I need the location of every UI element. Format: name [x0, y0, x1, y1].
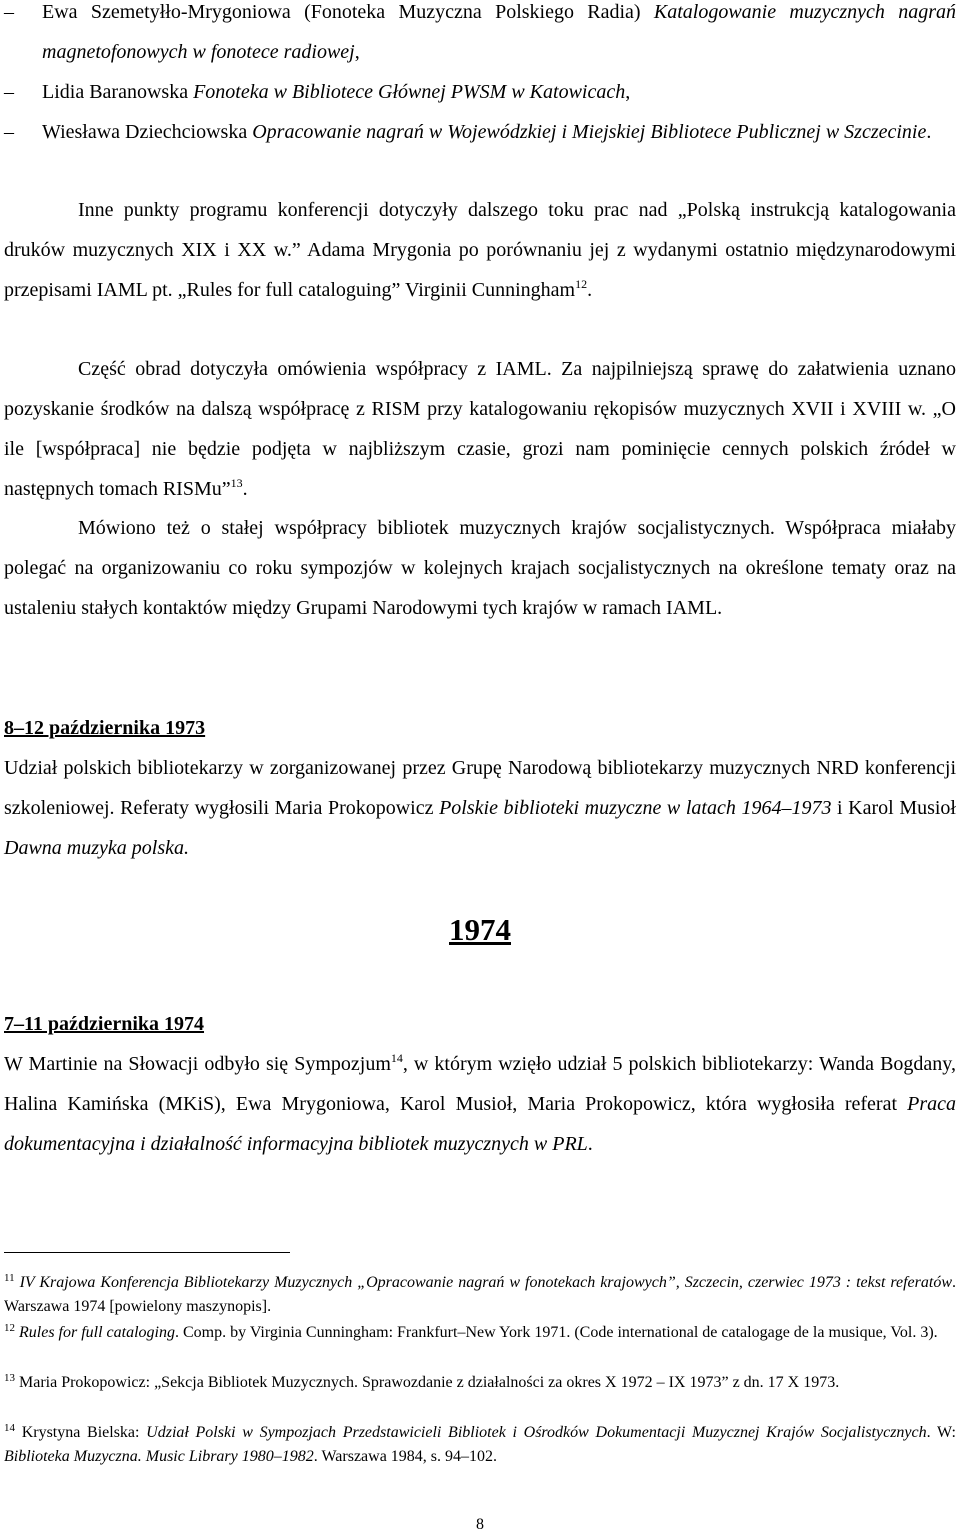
footnote-11 — [4, 1271, 956, 1319]
footnote-title: Biblioteka Muzyczna. Music Library 1980–1982 — [4, 1448, 314, 1465]
list-item — [4, 112, 956, 152]
list-dash: – — [4, 81, 14, 103]
section-1973 — [4, 708, 956, 868]
list-item-text — [42, 0, 956, 72]
speaker-name: Lidia Baranowska — [42, 81, 189, 103]
footnote-ref: 13 — [230, 476, 243, 490]
talk-title: Polskie biblioteki muzyczne w latach 1964–1973 — [439, 797, 832, 819]
body-text: i Karol Musioł — [831, 797, 956, 819]
punct: , — [625, 81, 631, 103]
footnote-12 — [4, 1321, 956, 1345]
speakers-list — [4, 0, 956, 152]
footnote-title: Udział Polski w Sympozjach Przedstawicieli Bibliotek i Ośrodków Dokumentacji Muzycznej Krajów Socjalistycznych — [146, 1424, 927, 1441]
section-body — [4, 1044, 956, 1164]
section-1974 — [4, 1004, 956, 1164]
heading-text: 7–11 października 1974 — [4, 1013, 205, 1035]
paragraph-conference-topics — [4, 190, 956, 310]
year-text: 1974 — [449, 912, 511, 947]
footnote-text: . Warszawa 1984, s. 94–102. — [313, 1448, 498, 1465]
paragraph-socialist-cooperation — [4, 508, 956, 628]
paragraph-text: Mówiono też o stałej współpracy bibliotek muzycznych krajów socjalistycznych. Współpraca miałaby polegać na organizowaniu co roku sympozjów w kolejnych krajach socjalistycznych na określone tematy oraz na ustaleniu stałych kontaktów między Grupami Narodowymi tych krajów w ramach IAML. — [4, 517, 956, 619]
footnote-text: Krystyna Bielska: — [15, 1424, 147, 1441]
footnote-text: . Warszawa 1974 [powielony maszynopis]. — [4, 1274, 957, 1315]
list-item — [4, 72, 956, 112]
section-heading — [4, 708, 956, 748]
footnote-number: 11 — [4, 1272, 15, 1284]
speaker-name: Ewa Szemetyłło-Mrygoniowa (Fonoteka Muzyczna Polskiego Radia) — [42, 1, 641, 23]
talk-title: Praca dokumentacyjna i działalność informacyjna bibliotek muzycznych w PRL — [4, 1093, 956, 1155]
footnote-ref: 12 — [575, 277, 588, 291]
footnote-text: Maria Prokopowicz: „Sekcja Bibliotek Muzycznych. Sprawozdanie z działalności za okres X 1972 – IX 1973” z dn. 17 X 1973. — [15, 1374, 840, 1391]
talk-title: Katalogowanie muzycznych nagrań magnetofonowych w fonotece radiowej — [42, 1, 956, 63]
talk-title: Dawna muzyka polska. — [4, 837, 189, 859]
body-text: Udział polskich bibliotekarzy w zorganizowanej przez Grupę Narodową bibliotekarzy muzycznych NRD konferencji szkoleniowej. Referaty wygłosili Maria Prokopowicz — [4, 757, 956, 819]
list-dash: – — [4, 1, 14, 23]
paragraph-iaml-cooperation — [4, 349, 956, 509]
footnote-text: . Comp. by Virginia Cunningham: Frankfurt–New York 1971. (Code international de catalogage de la musique, Vol. 3). — [175, 1324, 938, 1341]
footnote-number: 14 — [4, 1422, 15, 1434]
footnote-13 — [4, 1371, 956, 1395]
talk-title: Fonoteka w Bibliotece Głównej PWSM w Katowicach — [193, 81, 626, 103]
footnote-title: Rules for full cataloging — [19, 1324, 175, 1341]
body-text: , w którym wzięło udział 5 polskich bibliotekarzy: Wanda Bogdany, Halina Kamińska (MKiS), Ewa Mrygoniowa, Karol Musioł, Maria Prokopowicz, która wygłosiła referat — [4, 1053, 956, 1115]
paragraph-text: Część obrad dotyczyła omówienia współpracy z IAML. Za najpilniejszą sprawę do załatwienia uznano pozyskanie środków na dalszą współpracę z RISM przy katalogowaniu rękopisów muzycznych XVII i XVIII w. „O ile [współpraca] nie będzie podjęta w najbliższym czasie, grozi nam pominięcie cennych polskich źródeł w następnych tomach RISMu” — [4, 358, 956, 500]
footnote-separator — [4, 1252, 290, 1253]
section-body — [4, 748, 956, 868]
heading-text: 8–12 października 1973 — [4, 717, 206, 739]
year-heading — [0, 912, 960, 948]
punct: , — [354, 41, 360, 63]
body-text: W Martinie na Słowacji odbyło się Sympozjum — [4, 1053, 391, 1075]
list-dash: – — [4, 121, 14, 143]
footnote-number: 12 — [4, 1322, 15, 1334]
punct: . — [242, 478, 248, 500]
footnote-number: 13 — [4, 1372, 15, 1384]
section-heading — [4, 1004, 956, 1044]
punct: . — [587, 1133, 593, 1155]
speaker-name: Wiesława Dziechciowska — [42, 121, 248, 143]
punct: . — [587, 279, 593, 301]
footnote-ref: 14 — [390, 1051, 403, 1065]
list-item-text — [42, 112, 956, 152]
page-number: 8 — [476, 1516, 484, 1533]
paragraph-text: Inne punkty programu konferencji dotyczyły dalszego toku prac nad „Polską instrukcją katalogowania druków muzycznych XIX i XX w.” Adama Mrygonia po porównaniu jej z wydanymi ostatnio międzynarodowymi przepisami IAML pt. „Rules for full cataloguing” Virginii Cunningham — [4, 199, 956, 301]
footnote-14 — [4, 1421, 956, 1469]
footnote-title: IV Krajowa Konferencja Bibliotekarzy Muzycznych „Opracowanie nagrań w fonotekach krajowych”, Szczecin, czerwiec 1973 : tekst referatów — [19, 1274, 953, 1291]
list-item — [4, 0, 956, 72]
punct: . — [926, 121, 932, 143]
footnote-text: . W: — [926, 1424, 956, 1441]
talk-title: Opracowanie nagrań w Wojewódzkiej i Miejskiej Bibliotece Publicznej w Szczecinie — [252, 121, 927, 143]
list-item-text — [42, 72, 956, 112]
